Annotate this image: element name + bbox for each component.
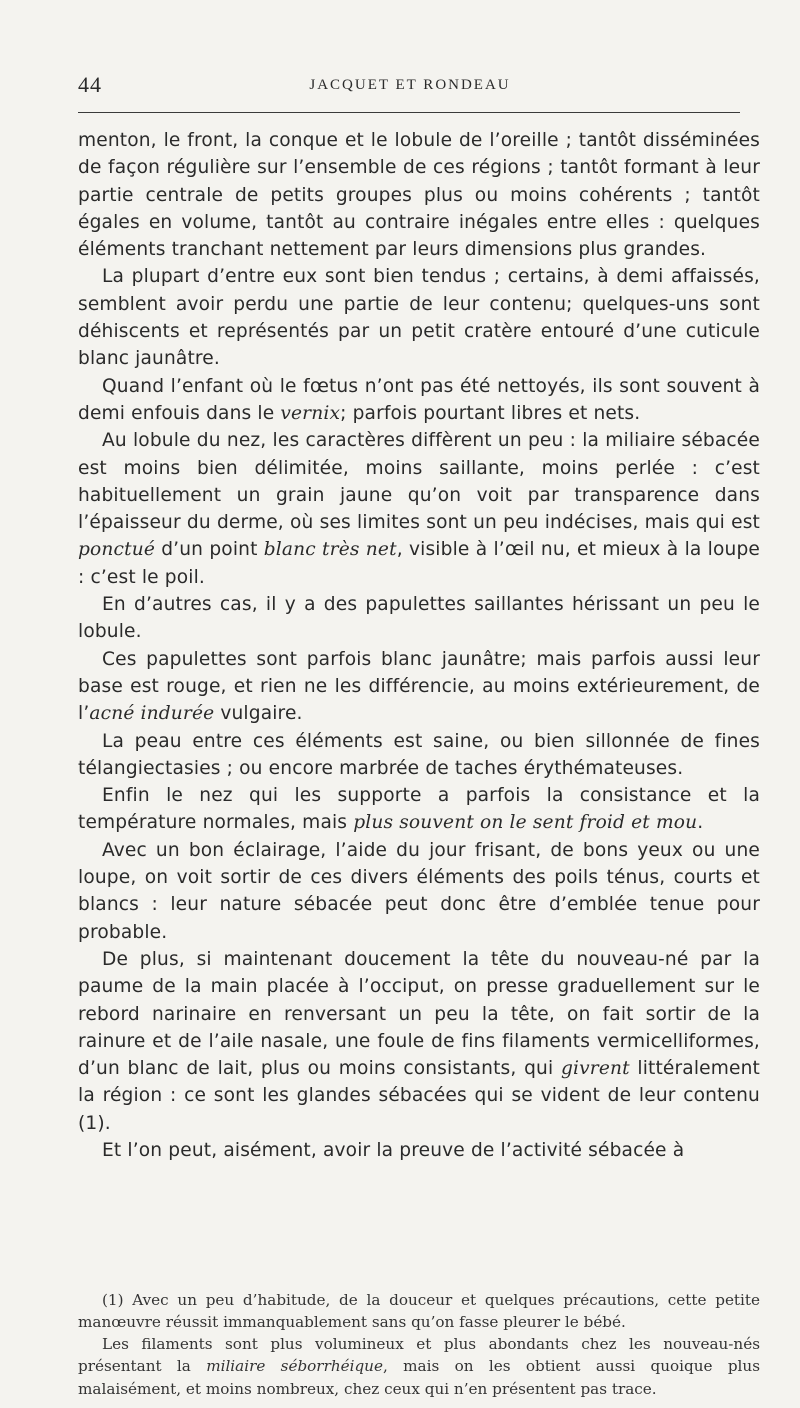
paragraph-5: En d’autres cas, il y a des papulettes saillantes hérissant un peu le lobule. (78, 594, 760, 643)
paragraph-3: Quand l’enfant où le fœtus n’ont pas été nettoyés, ils sont souvent à demi enfouis dans le vernix; parfois pourtant libres et nets. (78, 375, 760, 424)
paragraph-7: La peau entre ces éléments est saine, ou bien sillonnée de fines télangiectasies ; ou encore marbrée de taches érythémateuses. (78, 730, 760, 779)
italic-term: ponctué (78, 539, 155, 561)
page-header (78, 72, 742, 102)
footnote-1: (1) Avec un peu d’habitude, de la douceur et quelques précautions, cette petite manœuvre réussit immanquablement sans qu’on fasse pleurer le bébé. (78, 1290, 760, 1331)
paragraph-4: Au lobule du nez, les caractères diffèrent un peu : la miliaire sébacée est moins bien délimitée, moins saillante, moins perlée : c’est habituellement un grain jaune qu’on voit par transparence dans l’épaisseur du derme, où ses limites sont un peu indécises, mais qui est ponctué d’un point blanc très net, visible à l’œil nu, et mieux à la loupe : c’est le poil. (78, 430, 760, 588)
paragraph-6: Ces papulettes sont parfois blanc jaunâtre; mais parfois aussi leur base est rouge, et rien ne les différencie, au moins extérieurement, de l’acné indurée vulgaire. (78, 648, 760, 725)
paragraph-8: Enfin le nez qui les supporte a parfois la consistance et la température normales, mais plus souvent on le sent froid et mou. (78, 785, 760, 834)
footnotes (78, 1289, 760, 1400)
header-rule (78, 112, 740, 113)
paragraph-1: menton, le front, la conque et le lobule de l’oreille ; tantôt disséminées de façon régulière sur l’ensemble de ces régions ; tantôt formant à leur partie centrale de petits groupes plus ou moins cohérents ; tantôt égales en volume, tantôt au contraire inégales entre elles : quelques éléments tranchant nettement par leurs dimensions plus grandes. (78, 130, 760, 261)
running-title: JACQUET ET RONDEAU (309, 77, 511, 93)
italic-term: vernix (280, 402, 341, 424)
italic-term: givrent (560, 1058, 630, 1080)
italic-term: acné indurée (89, 703, 215, 725)
body-text (78, 127, 760, 1164)
paragraph-9: Avec un bon éclairage, l’aide du jour frisant, de bons yeux ou une loupe, on voit sortir de ces divers éléments des poils ténus, courts et blancs : leur nature sébacée peut donc être d’emblée tenue pour probable. (78, 839, 760, 943)
italic-term: miliaire séborrhéique (206, 1357, 383, 1376)
page-number: 44 (78, 72, 102, 97)
paragraph-10: De plus, si maintenant doucement la tête du nouveau-né par la paume de la main placée à l’occiput, on presse graduellement sur le rebord narinaire en renversant un peu la tête, on fait sortir de la rainure et de l’aile nasale, une foule de fins filaments vermicelliformes, d’un blanc de lait, plus ou moins consistants, qui givrent littéralement la région : ce sont les glandes sébacées qui se vident de leur contenu (1). (78, 948, 760, 1134)
footnote-2: Les filaments sont plus volumineux et plus abondants chez les nouveau-nés présentant la miliaire séborrhéique, mais on les obtient aussi quoique plus malaisément, et moins nombreux, chez ceux qui n’en présentent pas trace. (78, 1335, 760, 1398)
italic-term: plus souvent on le sent froid et mou (353, 812, 698, 834)
paragraph-11: Et l’on peut, aisément, avoir la preuve de l’activité sébacée à (102, 1139, 685, 1161)
italic-term: blanc très net (263, 539, 397, 561)
paragraph-2: La plupart d’entre eux sont bien tendus ; certains, à demi affaissés, semblent avoir perdu une partie de leur contenu; quelques-uns sont déhiscents et représentés par un petit cratère entouré d’une cuticule blanc jaunâtre. (78, 266, 760, 370)
